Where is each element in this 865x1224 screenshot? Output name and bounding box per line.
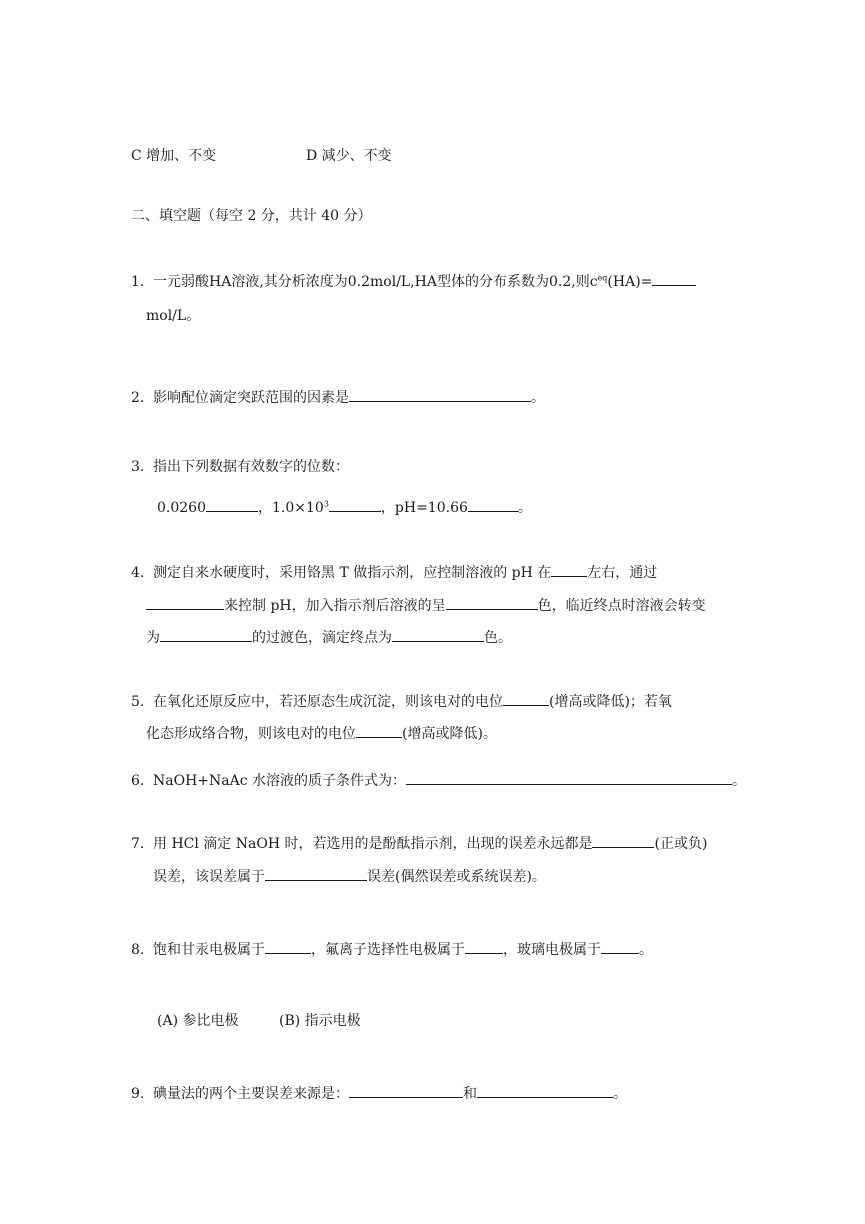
question-text: 和	[463, 1086, 477, 1102]
question-number: 6.	[131, 773, 145, 789]
punctuation: 。	[517, 500, 532, 516]
blank	[206, 497, 258, 512]
question-text: 为	[146, 630, 160, 646]
separator: ，	[258, 500, 272, 516]
blank	[406, 770, 732, 785]
option-c: C 增加、不变	[131, 148, 217, 164]
blank	[265, 866, 367, 881]
question-1-line2: mol/L。	[146, 308, 201, 324]
question-text: 测定自来水硬度时，采用铬黑 T 做指示剂，应控制溶液的 pH 在	[153, 565, 552, 581]
punctuation: 。	[639, 942, 653, 958]
value-a: 0.0260	[157, 500, 206, 516]
question-9	[131, 1083, 627, 1104]
blank	[265, 939, 311, 954]
question-text: 一元弱酸HA溶液,其分析浓度为0.2mol/L,HA型体的分布系数为0.2,则c	[153, 274, 598, 290]
question-text: 在氧化还原反应中，若还原态生成沉淀，则该电对的电位	[153, 694, 503, 710]
blank	[160, 627, 252, 642]
question-text: 碘量法的两个主要误差来源是：	[153, 1086, 349, 1102]
question-text: 的过渡色，滴定终点为	[252, 630, 392, 646]
superscript: eq	[597, 273, 608, 283]
question-text: 色，临近终点时溶液会转变	[537, 598, 706, 614]
separator: ，	[380, 500, 395, 516]
question-text: 用 HCl 滴定 NaOH 时，若选用的是酚酞指示剂，出现的误差永远都是	[153, 836, 593, 852]
question-text: 左右，通过	[587, 565, 658, 581]
punctuation: 。	[613, 1086, 627, 1102]
question-5	[131, 691, 672, 712]
question-text: 误差，该误差属于	[153, 869, 265, 885]
blank	[349, 387, 531, 402]
blank	[392, 627, 484, 642]
blank	[465, 939, 503, 954]
question-text: NaOH+NaAc 水溶液的质子条件式为：	[153, 773, 407, 789]
question-number: 4.	[131, 565, 145, 581]
section-title: 二、填空题（每空 2 分，共计 40 分）	[131, 208, 372, 224]
question-1	[131, 271, 696, 292]
superscript: 3	[323, 499, 329, 509]
question-number: 5.	[131, 694, 145, 710]
question-number: 1.	[131, 274, 145, 290]
question-2	[131, 387, 545, 408]
blank	[477, 1083, 613, 1098]
option-b: (B) 指示电极	[279, 1013, 361, 1029]
question-6	[131, 770, 746, 791]
punctuation: 。	[732, 773, 747, 789]
question-3-values	[157, 497, 532, 518]
question-7-line2	[153, 866, 546, 887]
question-text: 指出下列数据有效数字的位数：	[153, 459, 349, 475]
question-text: 化态形成络合物，则该电对的电位	[146, 726, 356, 742]
blank	[601, 939, 639, 954]
question-4-line3	[146, 627, 512, 648]
question-text: 饱和甘汞电极属于	[153, 942, 265, 958]
question-text: 影响配位滴定突跃范围的因素是	[153, 390, 349, 406]
question-number: 8.	[131, 942, 145, 958]
value-b: 1.0×10	[272, 500, 324, 516]
question-text: (正或负)	[654, 836, 708, 852]
question-text: ，玻璃电极属于	[503, 942, 601, 958]
question-number: 2.	[131, 390, 145, 406]
question-text: (增高或降低)。	[402, 726, 497, 742]
question-text: 误差(偶然误差或系统误差)。	[367, 869, 546, 885]
question-number: 3.	[131, 459, 145, 475]
question-3	[131, 457, 349, 477]
blank	[592, 833, 654, 848]
question-4-line2	[146, 595, 706, 616]
question-number: 7.	[131, 836, 145, 852]
blank	[329, 497, 381, 512]
question-number: 9.	[131, 1086, 145, 1102]
blank	[349, 1083, 463, 1098]
question-8	[131, 939, 653, 960]
question-text: (HA)=	[607, 274, 653, 290]
punctuation: 。	[531, 390, 545, 406]
question-7	[131, 833, 707, 854]
blank	[446, 595, 538, 610]
question-text: (增高或降低)；若氧	[549, 694, 672, 710]
blank	[468, 497, 518, 512]
blank	[146, 595, 224, 610]
value-c: pH=10.66	[394, 500, 468, 516]
option-d: D 减少、不变	[306, 148, 392, 164]
question-5-line2	[146, 723, 497, 744]
blank	[356, 723, 402, 738]
blank	[652, 271, 696, 286]
blank	[551, 562, 587, 577]
question-4	[131, 562, 657, 583]
blank	[503, 691, 549, 706]
question-text: 色。	[484, 630, 512, 646]
question-text: 来控制 pH，加入指示剂后溶液的呈	[224, 598, 446, 614]
option-a: (A) 参比电极	[157, 1013, 239, 1029]
question-text: ，氟离子选择性电极属于	[311, 942, 465, 958]
